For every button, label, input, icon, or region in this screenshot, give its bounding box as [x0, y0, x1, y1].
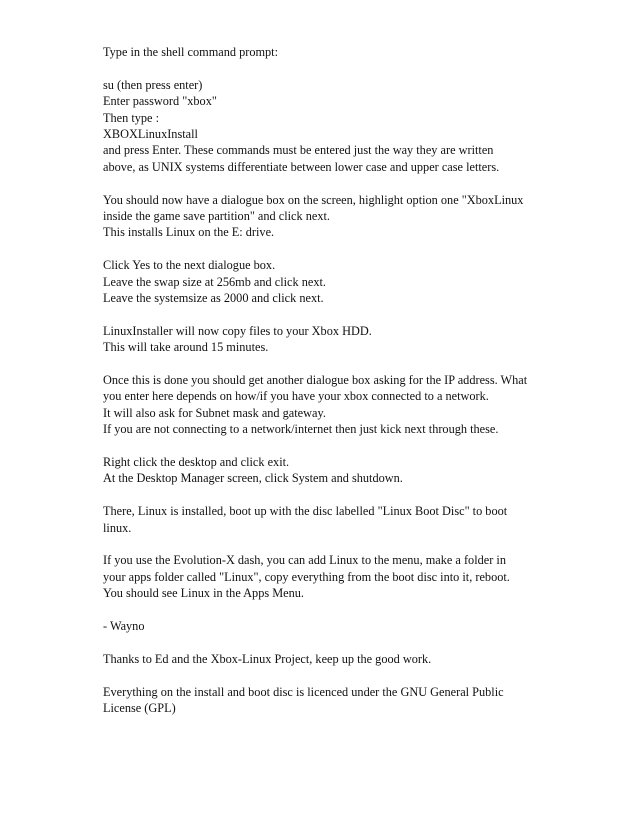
text-line: Thanks to Ed and the Xbox-Linux Project, keep up the good work.	[103, 651, 432, 666]
text-line: This installs Linux on the E: drive.	[103, 225, 275, 240]
text-line: Click Yes to the next dialogue box.	[103, 258, 276, 273]
text-line: If you are not connecting to a network/internet then just kick next through these.	[103, 422, 499, 437]
text-line: Leave the swap size at 256mb and click next.	[103, 274, 326, 289]
text-line: Leave the systemsize as 2000 and click next.	[103, 291, 324, 306]
paragraph-commands	[103, 77, 603, 175]
text-line: XBOXLinuxInstall	[103, 127, 198, 142]
paragraph-signature	[103, 618, 603, 634]
text-line: and press Enter. These commands must be entered just the way they are written	[103, 143, 494, 158]
text-line: Everything on the install and boot disc is licenced under the GNU General Public	[103, 684, 504, 699]
paragraph-copy	[103, 323, 603, 356]
text-line: inside the game save partition" and click next.	[103, 209, 330, 224]
author-signature: - Wayno	[103, 619, 145, 634]
paragraph-license	[103, 684, 603, 717]
text-line: This will take around 15 minutes.	[103, 340, 269, 355]
document-body	[103, 44, 603, 733]
text-line: linux.	[103, 520, 132, 535]
paragraph-dialogue	[103, 192, 603, 241]
text-line: your apps folder called "Linux", copy everything from the boot disc into it, reboot.	[103, 569, 510, 584]
paragraph-thanks	[103, 651, 603, 667]
paragraph-intro	[103, 44, 603, 60]
text-line: su (then press enter)	[103, 77, 203, 92]
paragraph-installed	[103, 503, 603, 536]
text-line: Type in the shell command prompt:	[103, 45, 279, 59]
text-line: License (GPL)	[103, 701, 176, 716]
text-line: There, Linux is installed, boot up with the disc labelled "Linux Boot Disc" to boot	[103, 504, 508, 519]
paragraph-evolution-x	[103, 552, 603, 601]
paragraph-shutdown	[103, 454, 603, 487]
text-line: At the Desktop Manager screen, click System and shutdown.	[103, 471, 403, 486]
text-line: LinuxInstaller will now copy files to your Xbox HDD.	[103, 323, 372, 338]
text-line: above, as UNIX systems differentiate between lower case and upper case letters.	[103, 159, 500, 174]
text-line: Then type :	[103, 110, 160, 125]
paragraph-network	[103, 372, 603, 438]
paragraph-swap	[103, 257, 603, 306]
text-line: If you use the Evolution-X dash, you can add Linux to the menu, make a folder in	[103, 553, 506, 568]
text-line: It will also ask for Subnet mask and gateway.	[103, 405, 326, 420]
text-line: you enter here depends on how/if you have your xbox connected to a network.	[103, 389, 489, 404]
text-line: Right click the desktop and click exit.	[103, 455, 290, 470]
text-line: Once this is done you should get another dialogue box asking for the IP address. What	[103, 373, 528, 388]
text-line: Enter password "xbox"	[103, 94, 217, 109]
text-line: You should now have a dialogue box on the screen, highlight option one "XboxLinux	[103, 192, 524, 207]
text-line: You should see Linux in the Apps Menu.	[103, 586, 304, 601]
